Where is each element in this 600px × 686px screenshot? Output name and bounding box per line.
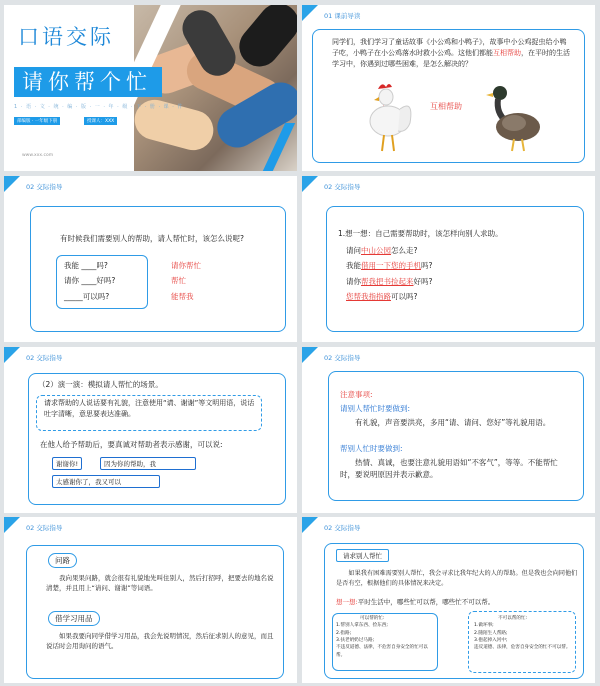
section-title: 02 交际指导 [324,354,361,362]
cannot-help-item: 2.随陌生人帮路; [474,630,508,636]
answer-2: 帮忙 [171,276,186,286]
cover-badge-left: 部编版 · 一年级下册 [14,117,60,125]
thanks-text: 在他人给予帮助后，要真诚对帮助者表示感谢，可以说: [40,440,223,449]
corner-triangle [302,5,318,21]
duck-image [484,81,544,157]
cannot-help-list [474,615,572,652]
thanks-box-3: 太感谢你了，我又可以 [52,475,160,488]
blank-line-1: 我能 ____吗? [64,261,108,270]
section-title: 01 课前导读 [324,12,361,20]
section-title: 02 交际指导 [26,354,63,362]
cover-badge-right: 授课人：XXX [84,117,117,125]
slide-act-out[interactable] [4,347,297,513]
section-title: 02 交际指导 [26,524,63,532]
cannot-help-item: 1.做坏事; [474,623,494,629]
question-text: 有时候我们需要别人的帮助，请人帮忙时，该怎么说呢? [60,234,244,243]
can-help-item: 2.指路; [336,630,352,636]
cannot-help-item: 违反道德、法律，危害自身安全的忙不可以帮。 [474,645,571,651]
can-help-title: 可以帮的忙: [360,616,385,621]
example-line-3: 请你帮我把书捡起来好吗? [346,276,433,286]
ask-help-pill: 请求别人帮忙 [336,549,389,562]
cover-subtitle: 1 · 语 · 文 · 统 · 编 · 版 · 一 · 年 · 级 · 下 · 册 · 课 · 件 [14,104,184,110]
can-help-list [336,615,434,659]
example-line-2: 我能借用一下您的手机吗? [346,261,433,271]
notice-title: 注意事项: [340,390,373,399]
rule-heading-1: 请别人帮忙时要做到: [340,404,411,413]
thanks-box-1: 谢谢你! [52,457,82,470]
example-line-4: 您帮我指指路可以吗? [346,292,418,302]
ask-help-text: 如果我有困难需要别人帮忙，我会寻求比我年纪大的人的帮助。但是我也会向同他们是否有空，根据他们的具体情况来决定。 [336,570,578,587]
slide-think[interactable] [302,176,595,342]
cannot-help-item: 3.抱起掉入河中; [474,638,508,644]
intro-paragraph: 同学们，我们学习了童话故事《小公鸡和小鸭子》，故事中小公鸡捉虫给小鸭子吃，小鸭子在小公鸡落水时救小公鸡。这他们都能互相帮助，在平时的生活学习中，你遇到过哪些困难，是怎么解决的？ [332,38,570,68]
help-each-other-label: 互相帮助 [430,102,462,111]
can-help-item: 1.帮别人拿东西、捡东西; [336,623,388,629]
corner-triangle [4,347,20,363]
answer-list [171,258,201,304]
corner-triangle [302,347,318,363]
can-help-item: 3.扶老奶奶过马路; [336,638,375,644]
blank-line-2: 请你 ____好吗? [64,276,116,286]
slide-cover[interactable] [4,5,297,171]
example-lines [346,243,432,305]
think-heading: 1.想一想：自己需要帮助时，该怎样向别人求助。 [338,229,503,238]
slide-how-to-ask[interactable] [4,176,297,342]
rule-text-2: 热情、真诚，也要注意礼貌用语如“不客气”，等等。不能帮忙时，要说明原因并表示歉意。 [340,458,558,479]
act-heading: （2）演一演：模拟请人帮忙的场景。 [38,380,163,389]
rooster-image [360,79,412,157]
blank-lines [64,258,115,304]
thanks-box-2: 因为你的帮助，我 [100,457,196,470]
slide-ask-for-help[interactable] [302,517,595,683]
blank-line-3: _____可以吗? [64,291,110,301]
ask-direction-pill: 问路 [48,553,77,568]
ask-direction-text: 我向果果问路，就会很有礼貌地先叫住别人，然后打招呼，把要去的地名说清楚，并且用上“请问、谢谢”等词语。 [46,574,274,593]
borrow-supplies-pill: 借学习用品 [48,611,100,626]
think-line: 想一想:平时生活中，哪些忙可以帮，哪些忙不可以帮。 [336,598,495,606]
section-title: 02 交际指导 [26,183,63,191]
tip-text: 请求帮助的人说话要有礼貌，注意使用“请、谢谢”等文明用语，说话吐字清晰，意思要表达准确。 [44,399,255,418]
cannot-help-title: 不可以帮的忙: [498,616,528,621]
corner-triangle [302,176,318,192]
cover-title-top: 口语交际 [18,25,114,49]
example-line-1: 请问中山公园怎么走? [346,246,418,255]
section-title: 02 交际指导 [324,524,361,532]
section-title: 02 交际指导 [324,183,361,191]
corner-triangle [4,517,20,533]
slide-notes[interactable] [302,347,595,513]
corner-triangle [302,517,318,533]
rule-text-1: 有礼貌，声音要洪亮，多用“请、请问、您好”等礼貌用语。 [355,418,551,427]
can-help-item: 不违反道德、法律，不危害自身安全的忙可以帮。 [336,645,428,658]
borrow-supplies-text: 如果我要向同学借学习用品，我会先说明情况，然后征求别人的意见，而且说话时会用询问的语气。 [46,632,274,651]
rule-heading-2: 帮别人忙时要做到: [340,444,403,453]
answer-1: 请你帮忙 [171,261,201,270]
cover-footer: www.xxx.com [22,153,54,158]
corner-triangle [4,176,20,192]
slide-preview[interactable] [302,5,595,171]
slide-examples[interactable] [4,517,297,683]
answer-3: 能帮我 [171,291,194,301]
cover-title-main: 请你帮个忙 [14,67,162,97]
